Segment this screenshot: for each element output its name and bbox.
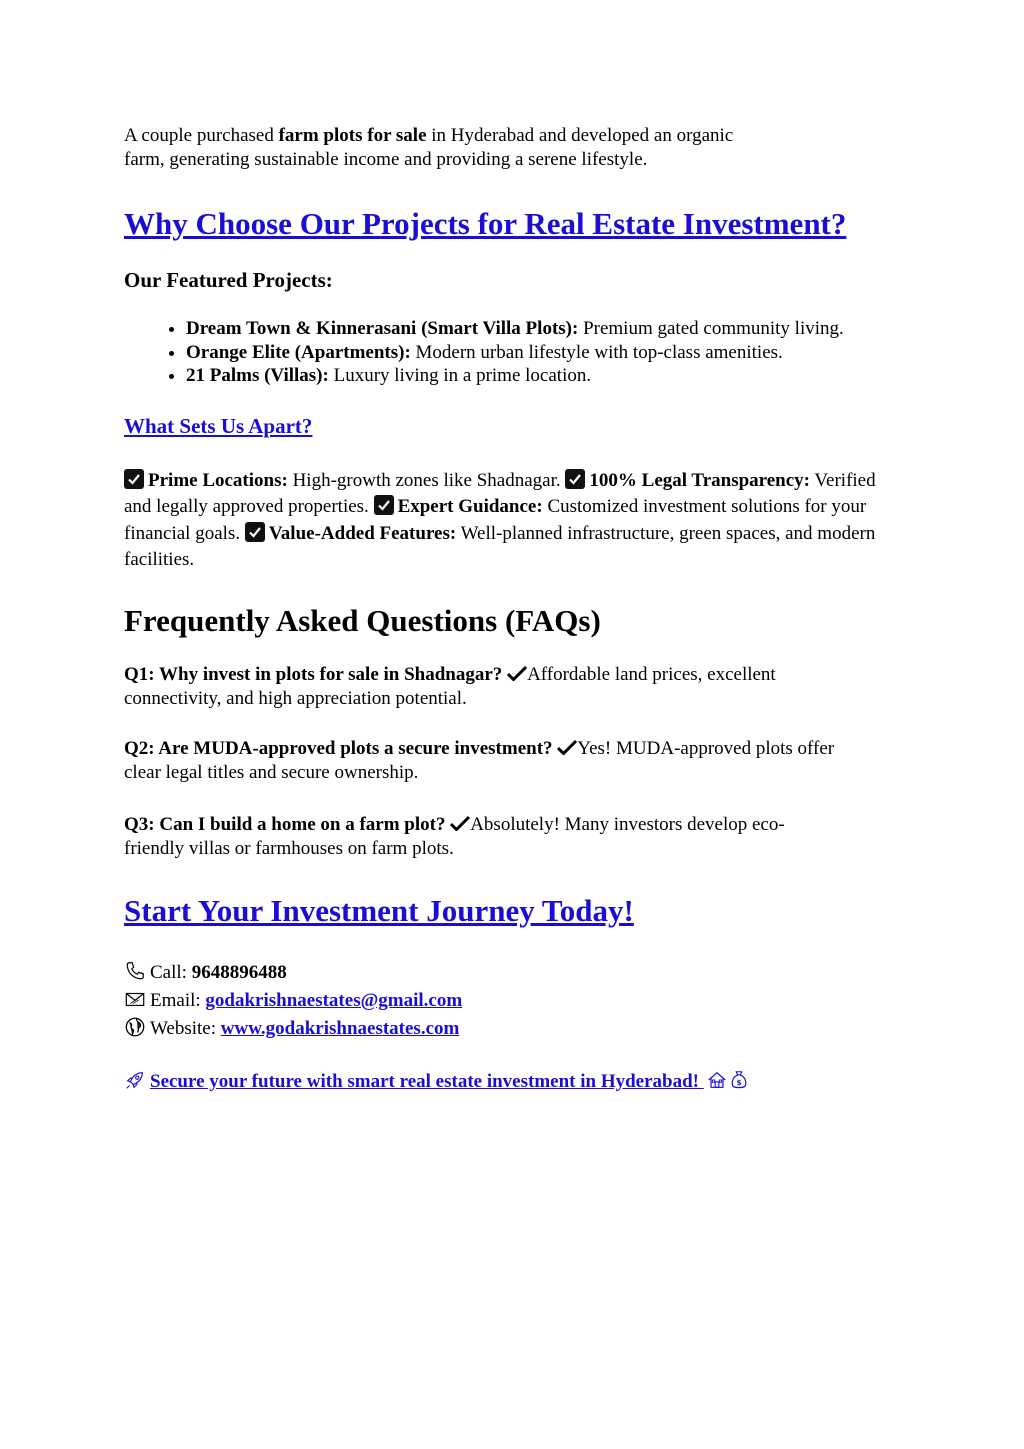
project-name: Orange Elite (Apartments): (186, 341, 411, 363)
list-item (186, 364, 886, 388)
faq-answer: Absolutely! Many investors develop eco-friendly villas or farmhouses on farm plots. (124, 813, 785, 859)
intro-text-3: farm, generating sustainable income and providing a serene lifestyle. (124, 149, 648, 170)
list-item (186, 317, 886, 341)
what-sets-us-apart-link[interactable]: What Sets Us Apart? (124, 413, 313, 438)
featured-projects-heading: Our Featured Projects: (124, 268, 333, 292)
feature-text: Customized investment solutions for your financial goals. (124, 496, 867, 544)
check-box-icon (374, 495, 394, 515)
features-paragraph (124, 468, 889, 574)
envelope-icon (124, 988, 146, 1010)
faq-answer: Yes! MUDA-approved plots offer clear legal titles and secure ownership. (124, 737, 835, 783)
house-icon (706, 1069, 728, 1091)
faq-question: Q3: Can I build a home on a farm plot? (124, 813, 451, 835)
website-label: Website: (150, 1017, 221, 1039)
faq-heading: Frequently Asked Questions (FAQs) (124, 602, 601, 638)
feature-label: 100% Legal Transparency: (589, 469, 811, 491)
heavy-check-icon (557, 739, 577, 755)
why-choose-heading-link[interactable]: Why Choose Our Projects for Real Estate Investment? (124, 206, 847, 241)
rocket-icon (124, 1069, 146, 1091)
faq-answer: Affordable land prices, excellent connectivity, and high appreciation potential. (124, 663, 776, 709)
intro-text-2: in Hyderabad and developed an organic (426, 125, 734, 146)
feature-text: High-growth zones like Shadnagar. (287, 469, 566, 491)
svg-text:$: $ (736, 1077, 742, 1087)
feature-text: Verified and legally approved properties. (124, 469, 876, 517)
list-item (186, 341, 886, 365)
faq-item (124, 663, 844, 711)
website-link[interactable]: www.godakrishnaestates.com (220, 1017, 460, 1039)
intro-paragraph (124, 124, 894, 172)
cta-link[interactable] (124, 1071, 754, 1092)
check-box-icon (245, 522, 265, 542)
project-name: Dream Town & Kinnerasani (Smart Villa Plots): (186, 318, 579, 339)
check-box-icon (565, 469, 585, 489)
contact-block (124, 959, 894, 1043)
phone-icon (124, 960, 146, 982)
contact-website (124, 1015, 894, 1043)
heavy-check-icon (507, 665, 527, 681)
intro-text-1: A couple purchased (124, 125, 279, 146)
globe-icon (124, 1016, 146, 1038)
faq-question: Q1: Why invest in plots for sale in Shadnagar? (124, 663, 508, 685)
email-label: Email: (150, 989, 206, 1011)
feature-label: Value-Added Features: (268, 522, 457, 544)
heavy-check-icon (450, 815, 470, 831)
call-number: 9648896488 (191, 961, 287, 983)
money-bag-icon (728, 1069, 750, 1091)
feature-label: Expert Guidance: (397, 496, 543, 517)
cta-text: Secure your future with smart real estate investment in Hyderabad! (150, 1070, 700, 1092)
call-label: Call: (150, 961, 192, 983)
feature-label: Prime Locations: (148, 469, 288, 491)
intro-bold: farm plots for sale (278, 125, 427, 146)
faq-item (124, 737, 864, 785)
contact-call (124, 959, 894, 987)
check-box-icon (124, 469, 144, 489)
project-desc: Premium gated community living. (578, 318, 844, 339)
faq-item (124, 813, 839, 861)
project-desc: Luxury living in a prime location. (328, 365, 592, 386)
document-page (124, 118, 894, 1095)
contact-email (124, 987, 894, 1015)
faq-question: Q2: Are MUDA-approved plots a secure investment? (124, 737, 558, 759)
start-journey-heading-link[interactable]: Start Your Investment Journey Today! (124, 892, 634, 928)
project-desc: Modern urban lifestyle with top-class amenities. (410, 341, 783, 363)
feature-text: Well-planned infrastructure, green spaces, and modern facilities. (124, 522, 876, 570)
project-name: 21 Palms (Villas): (186, 365, 329, 386)
email-link[interactable]: godakrishnaestates@gmail.com (205, 989, 463, 1011)
projects-list (124, 317, 886, 388)
